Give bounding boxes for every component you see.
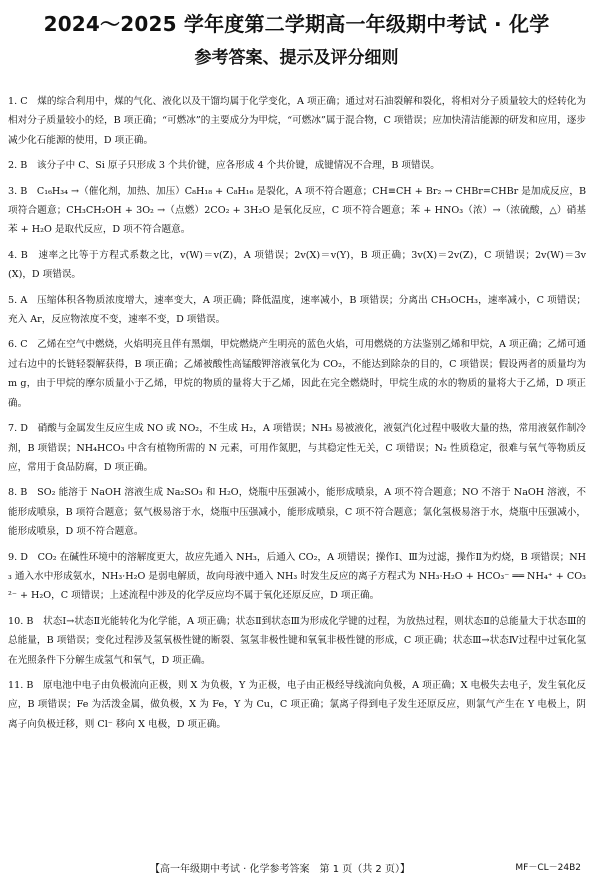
answer-item-9: 9. D CO₂ 在碱性环境中的溶解度更大，故应先通入 NH₃，后通入 CO₂，A 项错误；操作Ⅰ、Ⅲ为过滤，操作Ⅱ为灼烧，B 项错误；NH₃ 通入水中形成氨水，NH₃·H₂O 是弱电解质，故向母液中通入 NH₃ 时发生反应的离子方程式为 NH₃·H₂O + HCO₃⁻ ══ NH₄⁺ + CO₃²⁻ + H₂O，C 项错误；上述流程中涉及的化学反应均不属于氧化还原反应，D 项正确。 [8,551,586,602]
page-subtitle: 参考答案、提示及评分细则 [194,48,399,68]
page-title: 2024～2025 学年度第二学期高一年级期中考试 · 化学 [43,12,550,36]
answer-item-1: 1. C 煤的综合利用中，煤的气化、液化以及干馏均属于化学变化，A 项正确；通过对石油裂解和裂化，将相对分子质量较大的烃转化为相对分子质量较小的烃，B 项正确；“可燃冰”的主要成分为甲烷，“可燃冰”属于混合物，C 项错误；应加快清洁能源的研发和应用，逐步减少化石能源的使用，D 项正确。 [8,96,586,146]
answer-item-8: 8. B SO₂ 能溶于 NaOH 溶液生成 Na₂SO₃ 和 H₂O，烧瓶中压强减小，能形成喷泉，A 项不符合题意；NO 不溶于 NaOH 溶液，不能形成喷泉，B 项符合题意；氨气极易溶于水，烧瓶中压强减小，能形成喷泉，C 项不符合题意；氯化氢极易溶于水，烧瓶中压强减小，能形成喷泉，D 项不符合题意。 [8,487,586,538]
answer-item-6: 6. C 乙烯在空气中燃烧，火焰明亮且伴有黑烟，甲烷燃烧产生明亮的蓝色火焰，可用燃烧的方法鉴别乙烯和甲烷，A 项正确；乙烯可通过右边中的长链轻裂解获得，B 项正确；乙烯被酸性高锰酸钾溶液氧化为 CO₂，不能达到除杂的目的，C 项错误；假设两者的质量均为 m g，由于甲烷的摩尔质量小于乙烯，甲烷的物质的量将大于乙烯，因此在完全燃烧时，甲烷生成的水的物质的量将大于乙烯，D 项正确。 [8,339,586,409]
footer-page-info: 【高一年级期中考试 · 化学参考答案 第 1 页（共 2 页）】 [150,864,410,875]
answer-item-10: 10. B 状态Ⅰ→状态Ⅱ光能转化为化学能，A 项正确；状态Ⅱ到状态Ⅲ为形成化学键的过程，为放热过程，则状态Ⅱ的总能量大于状态Ⅲ的总能量，B 项错误；变化过程涉及氢氧极性键的断裂、氢氢非极性键和氧氧非极性键的形成，C 项正确；状态Ⅲ→状态Ⅳ过程中过氧化氢在光照条件下分解生成氢气和氧气，D 项正确。 [8,615,586,666]
answer-item-4: 4. B 速率之比等于方程式系数之比，v(W)＝v(Z)，A 项错误；2v(X)＝v(Y)，B 项正确；3v(X)＝2v(Z)，C 项错误；2v(W)＝3v(X)，D 项错误。 [8,249,586,281]
answer-item-7: 7. D 硝酸与金属发生反应生成 NO 或 NO₂，不生成 H₂，A 项错误；NH₃ 易被液化，液氨汽化过程中吸收大量的热，常用液氨作制冷剂，B 项错误；NH₄HCO₃ 中含有植物所需的 N 元素，可用作氮肥，与其稳定性无关，C 项错误；N₂ 性质稳定，很难与氧气等物质反应，常用于食品防腐，D 项正确。 [8,423,586,473]
answer-list [8,92,586,740]
answer-item-3: 3. B C₁₆H₃₄ →（催化剂，加热、加压）C₈H₁₈ + C₈H₁₆ 是裂化，A 项不符合题意；CH≡CH + Br₂ → CHBr=CHBr 是加成反应，B 项符合题意；CH₃CH₂OH + 3O₂ →（点燃）2CO₂ + 3H₂O 是氧化反应，C 项不符合题意；苯 + HNO₃（浓）→（浓硫酸，△）硝基苯 + H₂O 是取代反应，D 项不符合题意。 [8,185,586,236]
answer-item-5: 5. A 压缩体积各物质浓度增大，速率变大，A 项正确；降低温度，速率减小，B 项错误；分离出 CH₃OCH₃，速率减小，C 项错误；充入 Ar，反应物浓度不变，速率不变，D 项错误。 [8,294,586,326]
footer-code: MF－CL－24B2 [515,863,581,873]
answer-item-11: 11. B 原电池中电子由负极流向正极，则 X 为负极，Y 为正极，电子由正极经导线流向负极，A 项正确；X 电极失去电子，发生氧化反应，B 项错误；Fe 为活泼金属，做负极，X 为 Fe，Y 为 Cu，C 项正确；氯离子得到电子发生还原反应，则氯气产生在 Y 电极上，阴离子向负极迁移，则 Cl⁻ 移向 X 电极，D 项正确。 [8,679,586,730]
page-footer [0,858,593,878]
answer-item-2: 2. B 该分子中 C、Si 原子只形成 3 个共价键，应各形成 4 个共价键，成键情况不合理，B 项错误。 [8,160,440,172]
